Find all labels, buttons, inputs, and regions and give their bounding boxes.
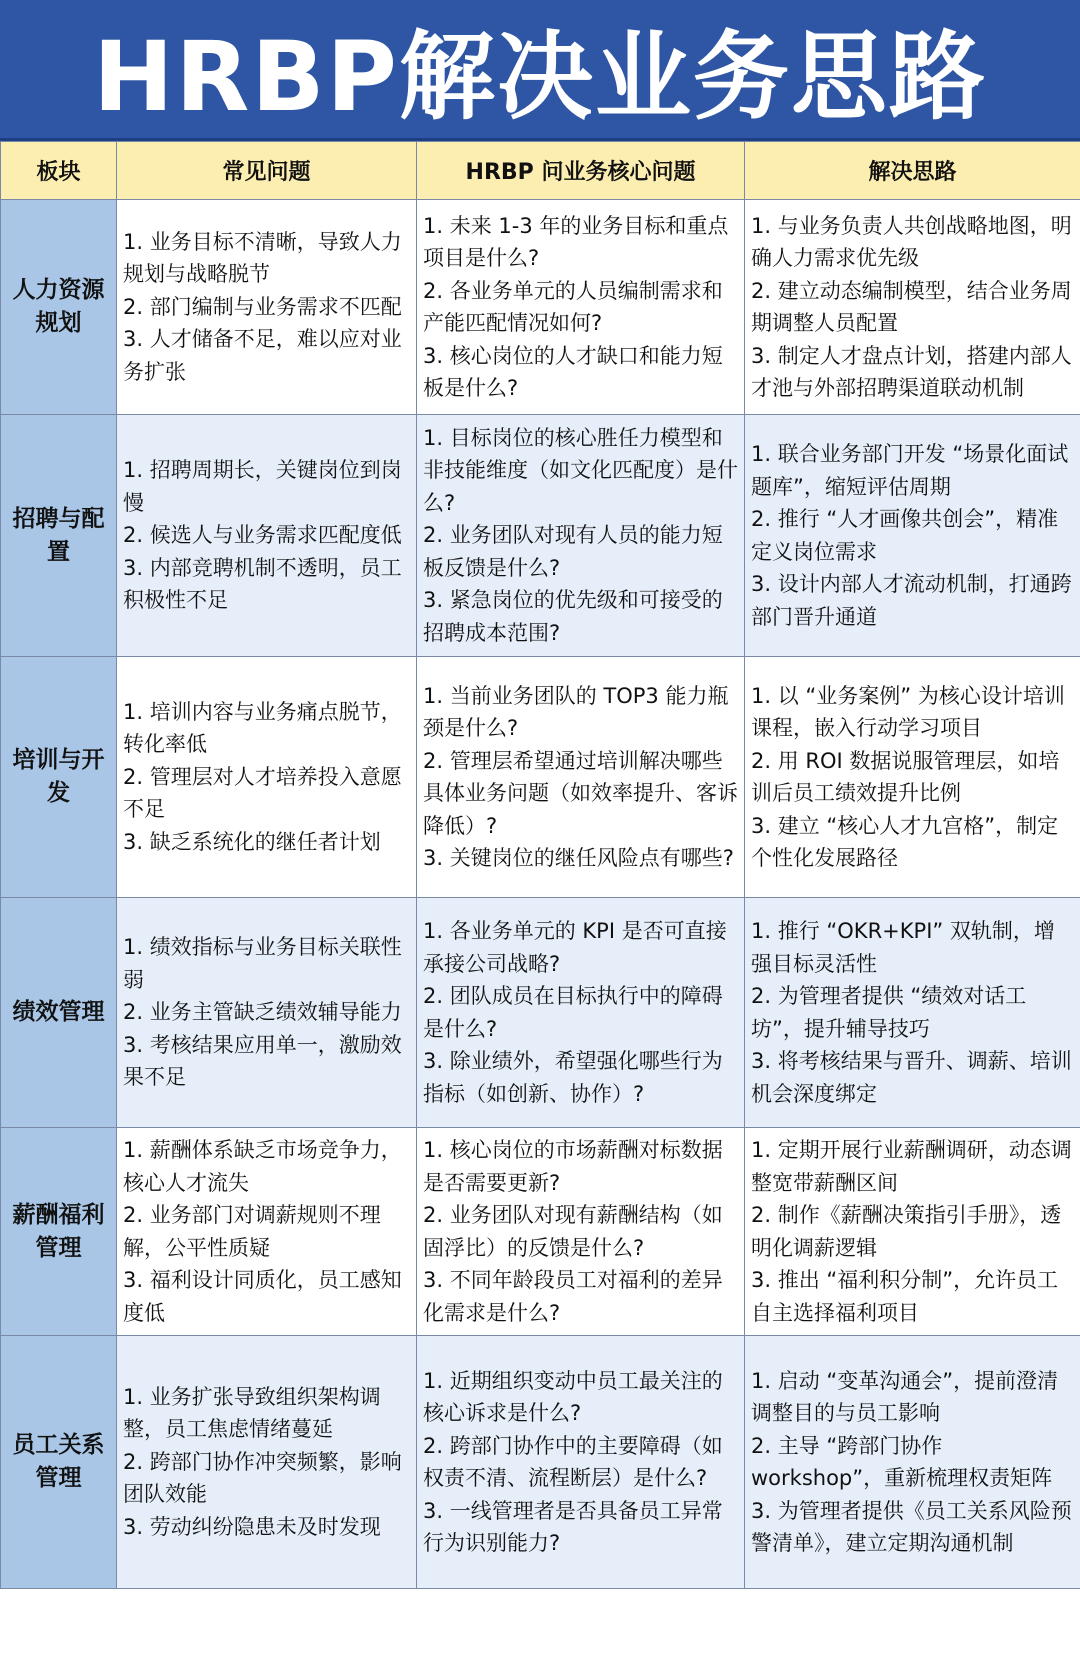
question-item: 1. 目标岗位的核心胜任力模型和非技能维度（如文化匹配度）是什么?: [423, 425, 738, 515]
section-cell: 员工关系管理: [1, 1336, 117, 1589]
solution-item: 2. 建立动态编制模型，结合业务周期调整人员配置: [751, 278, 1072, 335]
problem-item: 3. 考核结果应用单一，激励效果不足: [123, 1032, 402, 1090]
footer-strip: [0, 1589, 1080, 1609]
question-item: 3. 除业绩外，希望强化哪些行为指标（如创新、协作）?: [423, 1049, 723, 1106]
questions-cell: [417, 657, 745, 898]
problems-cell: [117, 657, 417, 898]
problem-item: 1. 业务扩张导致组织架构调整，员工焦虑情绪蔓延: [123, 1384, 381, 1442]
problem-item: 3. 福利设计同质化，员工感知度低: [123, 1268, 402, 1325]
problem-item: 3. 人才储备不足，难以应对业务扩张: [123, 327, 402, 384]
question-item: 1. 未来 1-3 年的业务目标和重点项目是什么?: [423, 213, 729, 270]
problems-cell: [117, 1128, 417, 1336]
problem-item: 3. 内部竞聘机制不透明，员工积极性不足: [123, 555, 402, 613]
solutions-cell: [745, 898, 1080, 1128]
problems-cell: [117, 898, 417, 1128]
section-cell: 培训与开发: [1, 657, 117, 898]
question-item: 3. 核心岗位的人才缺口和能力短板是什么?: [423, 343, 723, 400]
solution-item: 1. 推行 “OKR+KPI” 双轨制，增强目标灵活性: [751, 919, 1055, 976]
table-row: [1, 1128, 1080, 1336]
question-item: 1. 各业务单元的 KPI 是否可直接承接公司战略?: [423, 919, 727, 976]
solution-item: 2. 用 ROI 数据说服管理层，如培训后员工绩效提升比例: [751, 748, 1060, 805]
problem-item: 2. 跨部门协作冲突频繁，影响团队效能: [123, 1449, 402, 1507]
solution-item: 3. 推出 “福利积分制”，允许员工自主选择福利项目: [751, 1268, 1059, 1325]
table-row: [1, 898, 1080, 1128]
questions-cell: [417, 415, 745, 657]
solutions-cell: [745, 1336, 1080, 1589]
solution-item: 3. 制定人才盘点计划，搭建内部人才池与外部招聘渠道联动机制: [751, 343, 1072, 400]
problem-item: 3. 劳动纠纷隐患未及时发现: [123, 1514, 381, 1539]
problem-item: 1. 业务目标不清晰，导致人力规划与战略脱节: [123, 229, 402, 287]
solution-item: 3. 设计内部人才流动机制，打通跨部门晋升通道: [751, 572, 1072, 629]
solution-item: 2. 为管理者提供 “绩效对话工坊”，提升辅导技巧: [751, 984, 1027, 1041]
question-item: 3. 紧急岗位的优先级和可接受的招聘成本范围?: [423, 588, 723, 645]
table-row: [1, 1336, 1080, 1589]
solution-item: 2. 主导 “跨部门协作 workshop”，重新梳理权责矩阵: [751, 1433, 1053, 1490]
solutions-cell: [745, 657, 1080, 898]
question-item: 3. 不同年龄段员工对福利的差异化需求是什么?: [423, 1268, 723, 1325]
problems-cell: [117, 415, 417, 657]
problem-item: 1. 绩效指标与业务目标关联性弱: [123, 935, 402, 992]
problem-item: 3. 缺乏系统化的继任者计划: [123, 829, 381, 854]
problem-item: 1. 招聘周期长，关键岗位到岗慢: [123, 458, 402, 515]
section-cell: 薪酬福利管理: [1, 1128, 117, 1336]
question-item: 3. 一线管理者是否具备员工异常行为识别能力?: [423, 1498, 723, 1555]
problem-item: 2. 管理层对人才培养投入意愿不足: [123, 764, 402, 822]
problem-item: 1. 培训内容与业务痛点脱节，转化率低: [123, 699, 402, 757]
question-item: 2. 各业务单元的人员编制需求和产能匹配情况如何?: [423, 278, 723, 335]
column-header-solutions: 解决思路: [745, 142, 1080, 200]
questions-cell: [417, 898, 745, 1128]
solutions-cell: [745, 200, 1080, 415]
section-cell: 绩效管理: [1, 898, 117, 1128]
problems-cell: [117, 1336, 417, 1589]
column-header-questions: HRBP 问业务核心问题: [417, 142, 745, 200]
solution-item: 2. 制作《薪酬决策指引手册》，透明化调薪逻辑: [751, 1203, 1062, 1260]
questions-cell: [417, 1128, 745, 1336]
problem-item: 2. 候选人与业务需求匹配度低: [123, 523, 402, 548]
column-header-problems: 常见问题: [117, 142, 417, 200]
table-row: [1, 415, 1080, 657]
solutions-cell: [745, 415, 1080, 657]
question-item: 2. 管理层希望通过培训解决哪些具体业务问题（如效率提升、客诉降低）?: [423, 748, 738, 838]
questions-cell: [417, 200, 745, 415]
question-item: 1. 当前业务团队的 TOP3 能力瓶颈是什么?: [423, 683, 729, 740]
solutions-cell: [745, 1128, 1080, 1336]
solution-item: 1. 以 “业务案例” 为核心设计培训课程，嵌入行动学习项目: [751, 683, 1065, 740]
solution-item: 1. 联合业务部门开发 “场景化面试题库”，缩短评估周期: [751, 442, 1069, 499]
solution-item: 1. 启动 “变革沟通会”，提前澄清调整目的与员工影响: [751, 1368, 1059, 1425]
question-item: 1. 核心岗位的市场薪酬对标数据是否需要更新?: [423, 1138, 723, 1195]
page-title: HRBP解决业务思路: [0, 0, 1080, 141]
question-item: 2. 跨部门协作中的主要障碍（如权责不清、流程断层）是什么?: [423, 1433, 723, 1490]
problem-item: 2. 业务主管缺乏绩效辅导能力: [123, 1000, 402, 1025]
hrbp-table: [0, 141, 1080, 1589]
problem-item: 2. 业务部门对调薪规则不理解，公平性质疑: [123, 1203, 381, 1260]
column-header-section: 板块: [1, 142, 117, 200]
questions-cell: [417, 1336, 745, 1589]
question-item: 1. 近期组织变动中员工最关注的核心诉求是什么?: [423, 1368, 723, 1425]
question-item: 2. 业务团队对现有薪酬结构（如固浮比）的反馈是什么?: [423, 1203, 723, 1260]
solution-item: 2. 推行 “人才画像共创会”，精准定义岗位需求: [751, 507, 1059, 564]
table-row: [1, 200, 1080, 415]
solution-item: 3. 为管理者提供《员工关系风险预警清单》，建立定期沟通机制: [751, 1498, 1072, 1555]
section-cell: 招聘与配置: [1, 415, 117, 657]
solution-item: 3. 将考核结果与晋升、调薪、培训机会深度绑定: [751, 1049, 1072, 1106]
problem-item: 2. 部门编制与业务需求不匹配: [123, 294, 402, 319]
problems-cell: [117, 200, 417, 415]
problem-item: 1. 薪酬体系缺乏市场竞争力，核心人才流失: [123, 1138, 402, 1195]
question-item: 2. 业务团队对现有人员的能力短板反馈是什么?: [423, 523, 723, 580]
section-cell: 人力资源规划: [1, 200, 117, 415]
question-item: 3. 关键岗位的继任风险点有哪些?: [423, 846, 734, 870]
header-row: [1, 142, 1080, 200]
solution-item: 1. 与业务负责人共创战略地图，明确人力需求优先级: [751, 213, 1072, 270]
table-row: [1, 657, 1080, 898]
question-item: 2. 团队成员在目标执行中的障碍是什么?: [423, 984, 723, 1041]
solution-item: 1. 定期开展行业薪酬调研，动态调整宽带薪酬区间: [751, 1138, 1072, 1195]
solution-item: 3. 建立 “核心人才九宫格”，制定个性化发展路径: [751, 813, 1059, 870]
